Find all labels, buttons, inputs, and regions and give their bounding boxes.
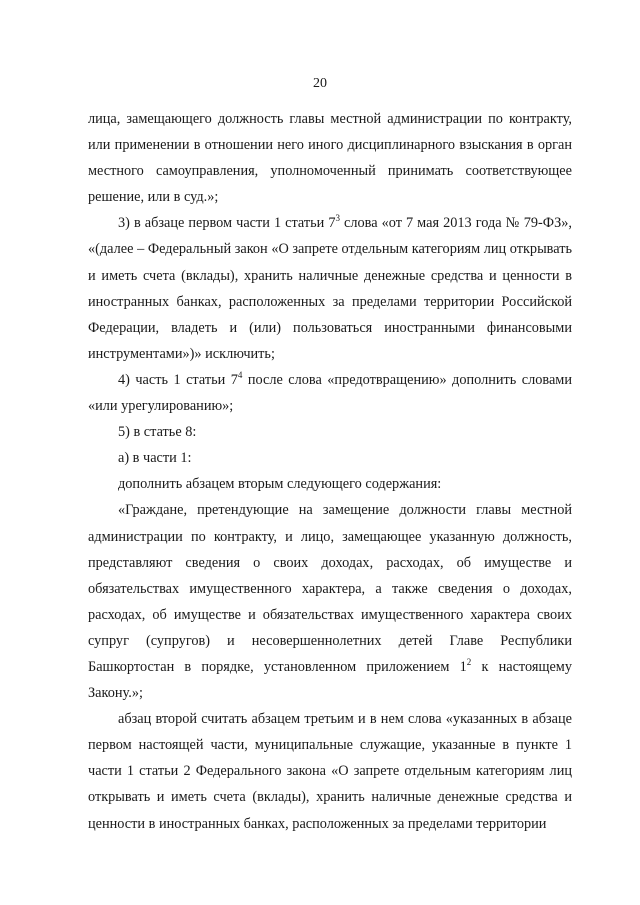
paragraph-continuation: лица, замещающего должность главы местной администрации по контракту, или применении в отношении него иного дисциплинарного взыскания в орган местного самоуправления, уполномоченный принимать соответствующее решение, или в суд.»; bbox=[88, 111, 572, 206]
paragraph-item-5: 5) в статье 8: bbox=[118, 424, 197, 441]
paragraph-text: 3) в абзаце первом части 1 статьи 7 bbox=[118, 215, 336, 232]
paragraph-item-3 bbox=[88, 210, 572, 367]
page-number: 20 bbox=[313, 76, 327, 91]
superscript: 2 bbox=[466, 656, 472, 667]
paragraph-subitem-a: а) в части 1: bbox=[118, 450, 192, 467]
paragraph-abzac-two: абзац второй считать абзацем третьим и в нем слова «указанных в абзаце первом настоящей части, муниципальные служащие, указанные в пункте 1 части 1 статьи 2 Федерального закона «О запрете отдельным категориям лиц открывать и иметь счета (вклады), хранить наличные денежные средства и ценности в иностранных банках, расположенных за пределами территории bbox=[88, 711, 572, 832]
superscript: 4 bbox=[237, 369, 243, 380]
paragraph-text: после слова «предотвращению» дополнить словами «или урегулированию»; bbox=[88, 371, 572, 415]
paragraph-text: «Граждане, претендующие на замещение должности главы местной администрации по контракту, и лицо, замещающее указанную должность, представляют сведения о своих доходах, расходах, об имуществе и обязательствах имущественного характера, а также сведения о доходах, расходах, об имуществе и обязательствах имущественного характера своих супруг (супругов) и несовершеннолетних детей Главе Республики Башкортостан в порядке, установленном приложением 1 bbox=[88, 502, 572, 675]
superscript: 3 bbox=[335, 213, 340, 224]
document-body bbox=[88, 106, 572, 837]
paragraph-text: 4) часть 1 статьи 7 bbox=[118, 371, 238, 388]
paragraph-text: к настоящему Закону.»; bbox=[88, 658, 572, 702]
paragraph-quoted-text bbox=[88, 497, 572, 706]
paragraph-item-4 bbox=[88, 367, 572, 419]
paragraph-amend-intro: дополнить абзацем вторым следующего содержания: bbox=[118, 476, 442, 493]
paragraph-text: слова «от 7 мая 2013 года № 79-ФЗ», «(далее – Федеральный закон «О запрете отдельным категориям лиц открывать и иметь счета (вклады), хранить наличные денежные средства и ценности в иностранных банках, расположенных за пределами территории Российской Федерации, владеть и (или) пользоваться иностранными финансовыми инструментами»)» исключить; bbox=[88, 215, 572, 362]
